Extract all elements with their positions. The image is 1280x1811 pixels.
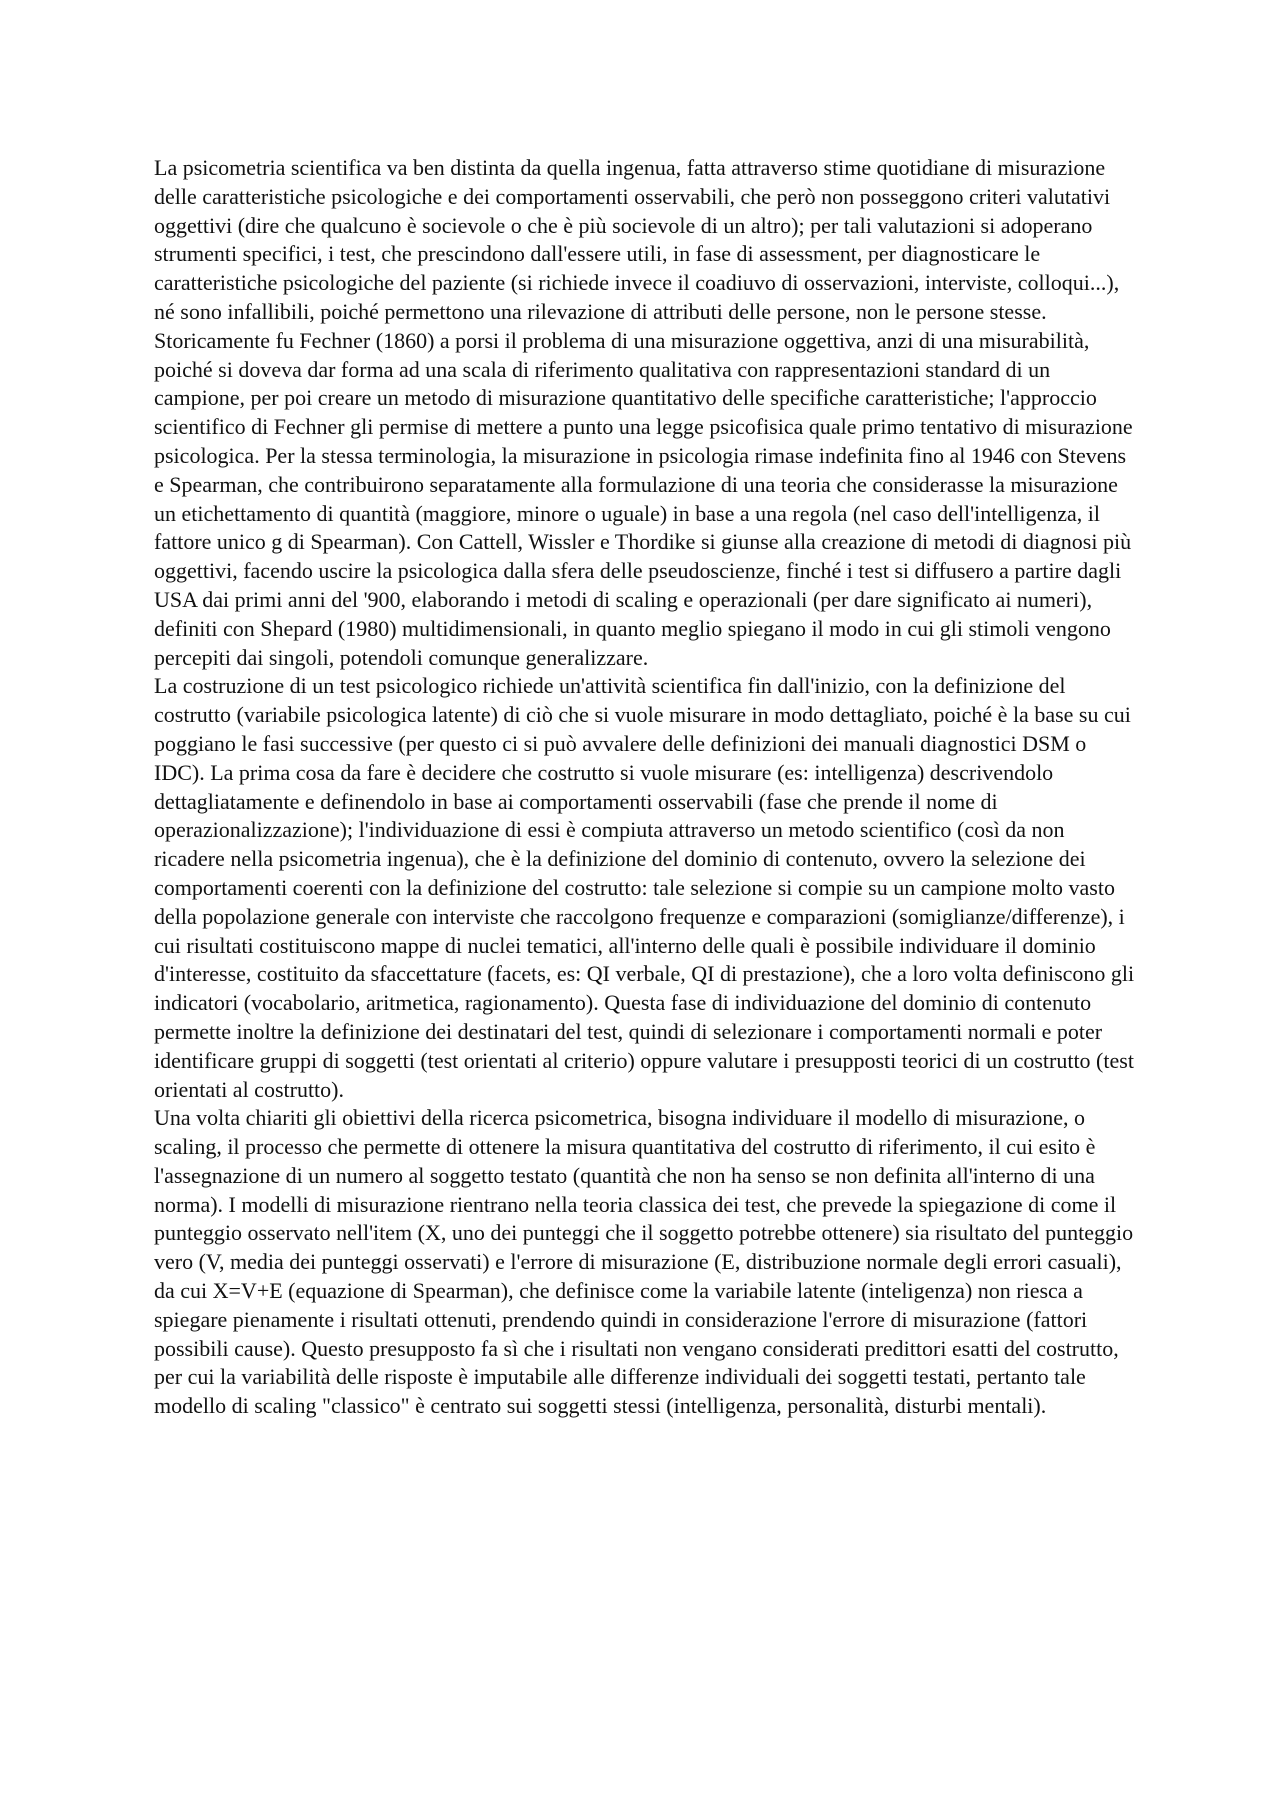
paragraph-modello-misurazione: Una volta chiariti gli obiettivi della ricerca psicometrica, bisogna individuare il modello di misurazione, o scaling, il processo che permette di ottenere la misura quantitativa del costrutto di riferimento, il cui esito è l'assegnazione di un numero al soggetto testato (quantità che non ha senso se non definita all'interno di una norma). I modelli di misurazione rientrano nella teoria classica dei test, che prevede la spiegazione di come il punteggio osservato nell'item (X, uno dei punteggi che il soggetto potrebbe ottenere) sia risultato del punteggio vero (V, media dei punteggi osservati) e l'errore di misurazione (E, distribuzione normale degli errori casuali), da cui X=V+E (equazione di Spearman), che definisce come la variabile latente (inteligenza) non riesca a spiegare pienamente i risultati ottenuti, prendendo quindi in considerazione l'errore di misurazione (fattori possibili cause). Questo presupposto fa sì che i risultati non vengano considerati predittori esatti del costrutto, per cui la variabilità delle risposte è imputabile alle differenze individuali dei soggetti testati, pertanto tale modello di scaling "classico" è centrato sui soggetti stessi (intelligenza, personalità, disturbi mentali). [154, 1105, 1134, 1419]
document-page [154, 154, 1136, 1421]
paragraph-psicometria-ingenua: La psicometria scientifica va ben distinta da quella ingenua, fatta attraverso stime quotidiane di misurazione delle caratteristiche psicologiche e dei comportamenti osservabili, che però non posseggono criteri valutativi oggettivi (dire che qualcuno è socievole o che è più socievole di un altro); per tali valutazioni si adoperano strumenti specifici, i test, che prescindono dall'essere utili, in fase di assessment, per diagnosticare le caratteristiche psicologiche del paziente (si richiede invece il coadiuvo di osservazioni, interviste, colloqui...), né sono infallibili, poiché permettono una rilevazione di attributi delle persone, non le persone stesse. [154, 155, 1120, 324]
paragraph-costruzione-test: La costruzione di un test psicologico richiede un'attività scientifica fin dall'inizio, con la definizione del costrutto (variabile psicologica latente) di ciò che si vuole misurare in modo dettagliato, poiché è la base su cui poggiano le fasi successive (per questo ci si può avvalere delle definizioni dei manuali diagnostici DSM o IDC). La prima cosa da fare è decidere che costrutto si vuole misurare (es: intelligenza) descrivendolo dettagliatamente e definendolo in base ai comportamenti osservabili (fase che prende il nome di operazionalizzazione); l'individuazione di essi è compiuta attraverso un metodo scientifico (così da non ricadere nella psicometria ingenua), che è la definizione del dominio di contenuto, ovvero la selezione dei comportamenti coerenti con la definizione del costrutto: tale selezione si compie su un campione molto vasto della popolazione generale con interviste che raccolgono frequenze e comparazioni (somiglianze/differenze), i cui risultati costituiscono mappe di nuclei tematici, all'interno delle quali è possibile individuare il dominio d'interesse, costituito da sfaccettature (facets, es: QI verbale, QI di prestazione), che a loro volta definiscono gli indicatori (vocabolario, aritmetica, ragionamento). Questa fase di individuazione del dominio di contenuto permette inoltre la definizione dei destinatari del test, quindi di selezionare i comportamenti normali e poter identificare gruppi di soggetti (test orientati al criterio) oppure valutare i presupposti teorici di un costrutto (test orientati al costrutto). [154, 673, 1135, 1102]
paragraph-storia-fechner: Storicamente fu Fechner (1860) a porsi il problema di una misurazione oggettiva, anzi di una misurabilità, poiché si doveva dar forma ad una scala di riferimento qualitativa con rappresentazioni standard di un campione, per poi creare un metodo di misurazione quantitativo delle specifiche caratteristiche; l'approccio scientifico di Fechner gli permise di mettere a punto una legge psicofisica quale primo tentativo di misurazione psicologica. Per la stessa terminologia, la misurazione in psicologia rimase indefinita fino al 1946 con Stevens e Spearman, che contribuirono separatamente alla formulazione di una teoria che considerasse la misurazione un etichettamento di quantità (maggiore, minore o uguale) in base a una regola (nel caso dell'intelligenza, il fattore unico g di Spearman). Con Cattell, Wissler e Thordike si giunse alla creazione di metodi di diagnosi più oggettivi, facendo uscire la psicologica dalla sfera delle pseudoscienze, finché i test si diffusero a partire dagli USA dai primi anni del '900, elaborando i metodi di scaling e operazionali (per dare significato ai numeri), definiti con Shepard (1980) multidimensionali, in quanto meglio spiegano il modo in cui gli stimoli vengono percepiti dai singoli, potendoli comunque generalizzare. [154, 327, 1133, 670]
